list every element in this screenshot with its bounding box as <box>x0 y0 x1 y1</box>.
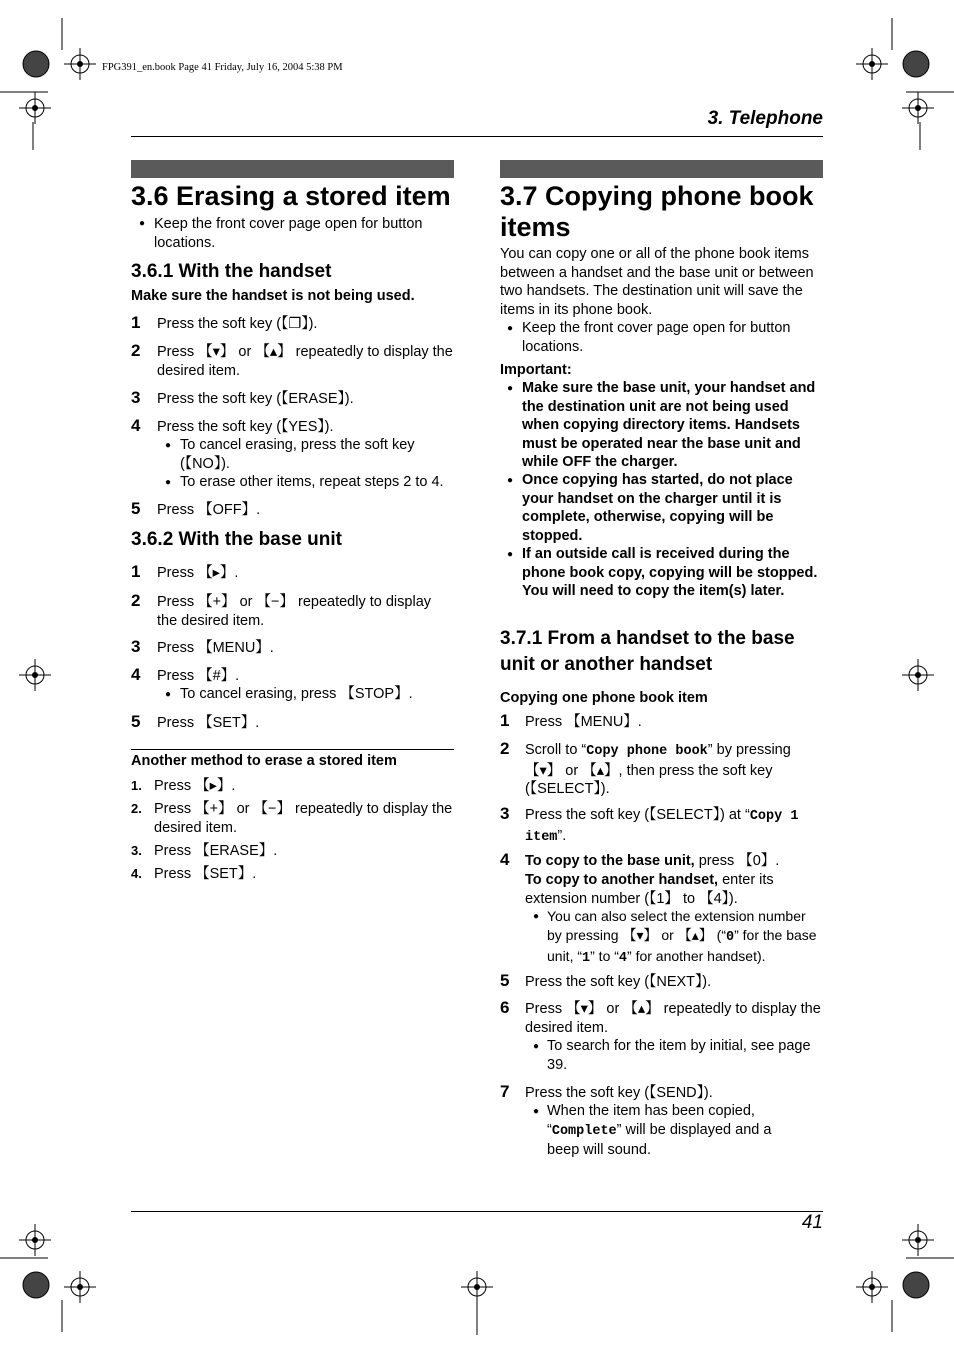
important-item: If an outside call is received during the phone book copy, copying will be stopped. You will need to copy the item(s) later. <box>522 546 818 599</box>
step3-text-a: Press the soft key (【SELECT】) at “ <box>525 807 750 823</box>
step-number: 3 <box>500 804 510 823</box>
list-number: 3. <box>131 843 142 858</box>
page-number: 41 <box>801 1212 823 1233</box>
step-text: Press 【▾】 or 【▴】 repeatedly to display the desired item. <box>525 1001 821 1036</box>
step-number: 5 <box>131 712 141 731</box>
bullet-icon: ● <box>165 440 172 451</box>
step-number: 7 <box>500 1082 510 1101</box>
step-text <box>525 852 822 871</box>
section-title-3-6: 3.6 Erasing a stored item <box>131 181 451 211</box>
bullet-icon: ● <box>507 383 514 394</box>
step-bullet <box>547 1102 807 1160</box>
step-text <box>525 871 822 908</box>
step4-bullet-a: You can also select the extension number by pressing 【▾】 or 【▴】 (“ <box>547 908 806 943</box>
step-number: 1 <box>131 313 141 332</box>
step-number: 6 <box>500 998 510 1017</box>
step-number: 5 <box>131 499 141 518</box>
section-title-3-7-line1: 3.7 Copying phone book <box>500 181 814 211</box>
step-text: Press the soft key (【❐】). <box>157 316 318 332</box>
intro-bullet-right: Keep the front cover page open for button locations. <box>522 320 791 355</box>
step4-code1: 1 <box>582 951 591 966</box>
step-number: 4 <box>131 665 141 684</box>
step-text: Press 【▾】 or 【▴】 repeatedly to display the desired item. <box>157 344 453 379</box>
subsection-title-3-6-1: 3.6.1 With the handset <box>131 261 332 282</box>
bullet-icon: ● <box>507 475 514 486</box>
step-text: Press 【#】. <box>157 668 240 684</box>
list-text: Press 【+】 or 【−】 repeatedly to display the desired item. <box>154 801 453 836</box>
subsection-title-3-6-2: 3.6.2 With the base unit <box>131 529 342 550</box>
step-bullet <box>547 907 823 969</box>
step2-text-a: Scroll to “ <box>525 742 587 758</box>
step-bullet: To erase other items, repeat steps 2 to 4. <box>180 474 444 490</box>
section-title-3-7-line2: items <box>500 212 571 242</box>
step-text: Press 【MENU】. <box>525 714 642 730</box>
step-text: Press 【SET】. <box>157 715 260 731</box>
step-text: Press the soft key (【ERASE】). <box>157 391 354 407</box>
step-text: Press the soft key (【SEND】). <box>525 1085 713 1101</box>
header-rule <box>131 136 823 137</box>
bullet-icon: ● <box>533 1106 540 1117</box>
step4-code0: 0 <box>725 929 735 945</box>
step4-code4: 4 <box>618 951 628 966</box>
list-number: 4. <box>131 866 142 881</box>
step3-text-b: ”. <box>557 827 567 844</box>
important-item: Once copying has started, do not place your handset on the charger until it is complete, otherwise, copying will be stopped. <box>522 472 793 544</box>
step3-code: Copy 1 item <box>525 809 799 845</box>
step-bullet: To cancel erasing, press 【STOP】. <box>180 686 413 702</box>
step4-base-text: press 【0】. <box>694 853 780 869</box>
step-text: Press 【OFF】. <box>157 502 261 518</box>
step4-bullet-c: ” to “ <box>590 948 619 964</box>
step-text <box>525 806 822 847</box>
step-text: Press the soft key (【NEXT】). <box>525 974 712 990</box>
list-text: Press 【ERASE】. <box>154 843 278 859</box>
list-number: 2. <box>131 801 142 816</box>
bullet-icon: ● <box>165 689 172 700</box>
step-number: 3 <box>131 637 141 656</box>
important-item: Make sure the base unit, your handset and the destination unit are not being used when copying directory items. Handsets must be operated near the base unit and while OFF the charger. <box>522 380 816 470</box>
step-number: 1 <box>500 711 510 730</box>
step2-text-b: ” by pressing 【▾】 or 【▴】, then press the soft key (【SELECT】). <box>525 742 791 797</box>
section-bar-right <box>500 160 823 178</box>
handset-note: Make sure the handset is not being used. <box>131 288 415 304</box>
bullet-icon: ● <box>165 477 172 488</box>
step2-code: Copy phone book <box>586 744 708 759</box>
step-text <box>525 741 822 799</box>
bullet-icon: ● <box>139 218 146 229</box>
bullet-icon: ● <box>533 911 540 922</box>
step-text: Press 【MENU】. <box>157 640 274 656</box>
step7-bullet-a: When the item has been copied, “ <box>547 1103 755 1138</box>
step-bullet: To cancel erasing, press the soft key (【NO】). <box>180 437 415 472</box>
other-method-title: Another method to erase a stored item <box>131 753 397 769</box>
step-text: Press 【+】 or 【−】 repeatedly to display the desired item. <box>157 594 432 629</box>
step-number: 3 <box>131 388 141 407</box>
step7-bullet-b: ” will be displayed and a beep will sound. <box>547 1121 772 1158</box>
print-info: FPG391_en.book Page 41 Friday, July 16, 2004 5:38 PM <box>102 62 343 73</box>
step-number: 1 <box>131 562 141 581</box>
subsection-title-3-7-1-line1: 3.7.1 From a handset to the base <box>500 628 795 649</box>
footer-rule <box>131 1211 823 1212</box>
step4-bullet-d: ” for another handset). <box>627 948 766 964</box>
step4-bullet-b: ” for the base unit, “ <box>547 926 817 964</box>
step-number: 2 <box>500 739 510 758</box>
step-text: Press 【▸】. <box>157 565 239 581</box>
important-label: Important: <box>500 362 572 378</box>
step-number: 2 <box>131 341 141 360</box>
step-number: 5 <box>500 971 510 990</box>
list-number: 1. <box>131 778 142 793</box>
step-text: Press the soft key (【YES】). <box>157 419 334 435</box>
step7-code: Complete <box>551 1123 617 1139</box>
copy-one-item-title: Copying one phone book item <box>500 690 708 706</box>
step-number: 2 <box>131 591 141 610</box>
step4-other-text: enter its extension number (【1】 to 【4】). <box>525 872 774 907</box>
method-rule <box>131 749 454 750</box>
step-number: 4 <box>500 850 510 869</box>
list-text: Press 【▸】. <box>154 778 236 794</box>
bullet-icon: ● <box>507 549 514 560</box>
list-text: Press 【SET】. <box>154 866 257 882</box>
section-bar-left <box>131 160 454 178</box>
step-number: 4 <box>131 416 141 435</box>
step-bullet: To search for the item by initial, see page 39. <box>547 1038 811 1073</box>
intro-paragraph: You can copy one or all of the phone book items between a handset and the base unit or between two handsets. The destination unit will save the items in its phone book. <box>500 246 814 318</box>
subsection-title-3-7-1-line2: unit or another handset <box>500 654 713 675</box>
intro-bullet-left: Keep the front cover page open for button locations. <box>154 216 423 251</box>
step4-other-label: To copy to another handset, <box>525 872 719 888</box>
bullet-icon: ● <box>533 1041 540 1052</box>
bullet-icon: ● <box>507 323 514 334</box>
chapter-title: 3. Telephone <box>707 108 823 129</box>
step4-base-label: To copy to the base unit, <box>525 853 695 869</box>
